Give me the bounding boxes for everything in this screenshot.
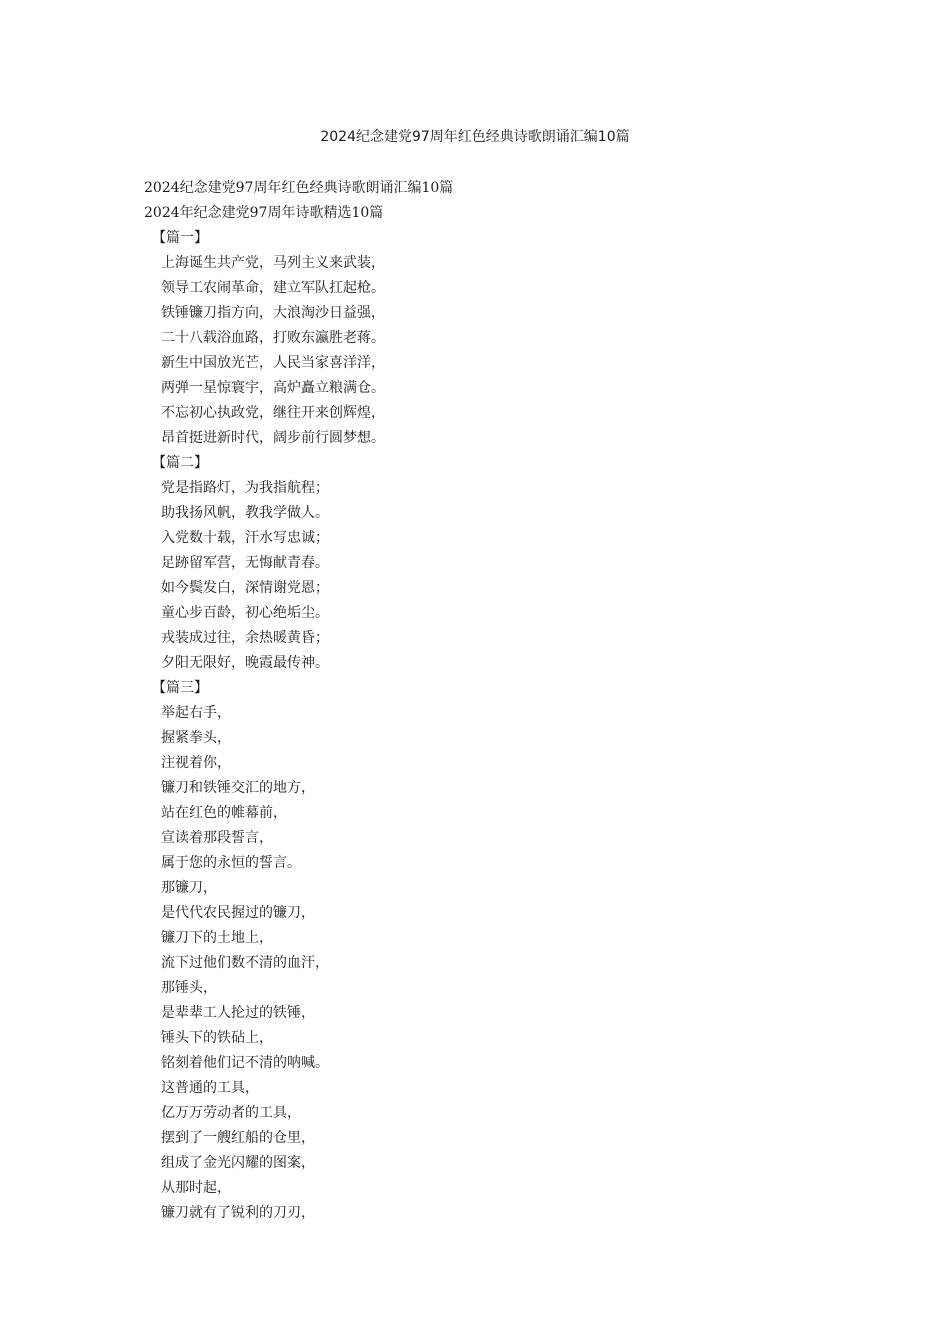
poem-line: 戎装成过往，余热暖黄昏； (161, 630, 329, 646)
poem-line: 这普通的工具， (161, 1080, 259, 1096)
poem-line: 新生中国放光芒，人民当家喜洋洋， (161, 355, 385, 371)
poem-line: 是辈辈工人抡过的铁锤， (161, 1005, 315, 1021)
document-title: 2024纪念建党97周年红色经典诗歌朗诵汇编10篇 (320, 129, 630, 145)
poem-line: 上海诞生共产党，马列主义来武装， (161, 255, 385, 271)
poem-line: 童心步百龄，初心绝垢尘。 (161, 605, 329, 621)
intro-line: 2024纪念建党97周年红色经典诗歌朗诵汇编10篇 (144, 180, 454, 196)
poem-line: 党是指路灯，为我指航程； (161, 480, 329, 496)
poem-line: 助我扬风帆，教我学做人。 (161, 505, 329, 521)
section-heading: 【篇二】 (152, 455, 208, 471)
poem-line: 二十八载浴血路，打败东瀛胜老蒋。 (161, 330, 385, 346)
poem-line: 如今鬓发白，深情谢党恩； (161, 580, 329, 596)
poem-line: 入党数十载，汗水写忠诚； (161, 530, 329, 546)
intro-line: 2024年纪念建党97周年诗歌精选10篇 (144, 205, 384, 221)
poem-line: 铁锤镰刀指方向，大浪淘沙日益强， (161, 305, 385, 321)
section-heading: 【篇一】 (152, 230, 208, 246)
poem-line: 领导工农闹革命，建立军队扛起枪。 (161, 280, 385, 296)
section-heading: 【篇三】 (152, 680, 208, 696)
poem-line: 昂首挺进新时代，阔步前行圆梦想。 (161, 430, 385, 446)
document-body (144, 176, 824, 1226)
poem-line: 流下过他们数不清的血汗， (161, 955, 329, 971)
poem-line: 站在红色的帷幕前， (161, 805, 287, 821)
poem-line: 夕阳无限好，晚霞最传神。 (161, 655, 329, 671)
poem-line: 亿万万劳动者的工具， (161, 1105, 301, 1121)
poem-line: 组成了金光闪耀的图案， (161, 1155, 315, 1171)
poem-line: 举起右手， (161, 705, 231, 721)
poem-line: 那锤头， (161, 980, 217, 996)
poem-line: 是代代农民握过的镰刀， (161, 905, 315, 921)
poem-line: 锤头下的铁砧上， (161, 1030, 273, 1046)
poem-line: 注视着你， (161, 755, 231, 771)
poem-line: 足跡留军营，无悔献青春。 (161, 555, 329, 571)
poem-line: 从那时起， (161, 1180, 231, 1196)
poem-line: 摆到了一艘红船的仓里， (161, 1130, 315, 1146)
poem-line: 铭刻着他们记不清的呐喊。 (161, 1055, 329, 1071)
poem-line: 属于您的永恒的誓言。 (161, 855, 301, 871)
poem-line: 镰刀和铁锤交汇的地方， (161, 780, 315, 796)
poem-line: 那镰刀， (161, 880, 217, 896)
poem-line: 镰刀下的土地上， (161, 930, 273, 946)
poem-line: 握紧拳头， (161, 730, 231, 746)
poem-line: 不忘初心执政党，继往开来创辉煌， (161, 405, 385, 421)
poem-line: 两弹一星惊寰宇，高炉矗立粮满仓。 (161, 380, 385, 396)
poem-line: 宣读着那段誓言， (161, 830, 273, 846)
poem-line: 镰刀就有了锐利的刀刃， (161, 1205, 315, 1221)
